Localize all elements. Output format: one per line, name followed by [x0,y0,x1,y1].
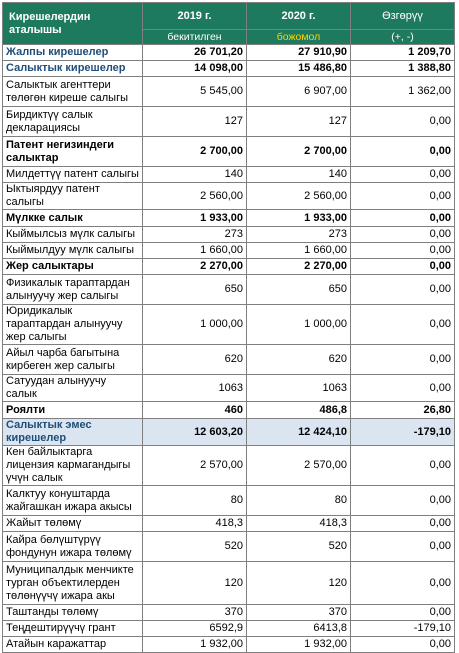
row-label: Кыймылдуу мүлк салыгы [3,243,143,259]
header-sub-approved: бекитилген [143,30,247,45]
value-2020: 1 660,00 [247,243,351,259]
header-change: Өзгөрүү [351,3,455,30]
value-change: 0,00 [351,345,455,375]
table-row [3,77,455,107]
value-change: 0,00 [351,227,455,243]
revenue-table [2,2,455,653]
row-label: Салыктык агенттери төлөгөн киреше салыгы [3,77,143,107]
value-2019: 650 [143,275,247,305]
value-change: 0,00 [351,137,455,167]
row-label: Жалпы кирешелер [3,45,143,61]
value-2020: 1 932,00 [247,637,351,653]
value-2019: 520 [143,532,247,562]
value-2020: 120 [247,562,351,605]
value-change: 0,00 [351,183,455,210]
value-change: 0,00 [351,167,455,183]
header-sub-change: (+, -) [351,30,455,45]
table-row [3,402,455,419]
value-2019: 1 000,00 [143,305,247,345]
value-2020: 2 560,00 [247,183,351,210]
value-2019: 2 270,00 [143,259,247,275]
value-change: 0,00 [351,446,455,486]
value-2019: 1 932,00 [143,637,247,653]
value-2019: 6592,9 [143,621,247,637]
value-change: 1 362,00 [351,77,455,107]
value-change: 0,00 [351,275,455,305]
value-2020: 520 [247,532,351,562]
value-2020: 2 700,00 [247,137,351,167]
value-2020: 1 000,00 [247,305,351,345]
header-sub-forecast: божомол [247,30,351,45]
row-label: Жайыт төлөмү [3,516,143,532]
header-row [3,3,455,30]
table-row [3,61,455,77]
value-2019: 26 701,20 [143,45,247,61]
value-2019: 127 [143,107,247,137]
table-row [3,107,455,137]
value-2019: 1 933,00 [143,210,247,227]
value-2020: 486,8 [247,402,351,419]
value-2019: 2 700,00 [143,137,247,167]
row-label: Айыл чарба багытына кирбеген жер салыгы [3,345,143,375]
value-2019: 1 660,00 [143,243,247,259]
row-label: Милдеттүү патент салыгы [3,167,143,183]
row-label: Кайра бөлүштүрүү фондунун ижара төлөмү [3,532,143,562]
value-2020: 2 270,00 [247,259,351,275]
value-change: 0,00 [351,486,455,516]
value-2020: 6413,8 [247,621,351,637]
value-change: 0,00 [351,532,455,562]
row-label: Физикалык тараптардан алынуучу жер салыгы [3,275,143,305]
value-2019: 5 545,00 [143,77,247,107]
table-row [3,210,455,227]
table-row [3,562,455,605]
value-2020: 127 [247,107,351,137]
value-2019: 2 570,00 [143,446,247,486]
row-label: Роялти [3,402,143,419]
value-change: 0,00 [351,605,455,621]
value-2020: 620 [247,345,351,375]
value-2019: 120 [143,562,247,605]
row-label: Таштанды төлөмү [3,605,143,621]
row-label: Ыктыярдуу патент салыгы [3,183,143,210]
header-year-2019: 2019 г. [143,3,247,30]
value-change: 0,00 [351,375,455,402]
header-year-2020: 2020 г. [247,3,351,30]
row-label: Мүлкке салык [3,210,143,227]
row-label: Муниципалдык менчикте турган объектилерден төлөнүүчү ижара акы [3,562,143,605]
table-row [3,275,455,305]
table-row [3,227,455,243]
value-2020: 370 [247,605,351,621]
header-title: Кирешелердин аталышы [3,3,143,45]
value-2019: 460 [143,402,247,419]
value-2019: 12 603,20 [143,419,247,446]
row-label: Салыктык кирешелер [3,61,143,77]
value-change: 0,00 [351,243,455,259]
value-2020: 15 486,80 [247,61,351,77]
revenue-table-container [2,2,455,653]
row-label: Салыктык эмес кирешелер [3,419,143,446]
table-row [3,605,455,621]
value-change: 0,00 [351,259,455,275]
value-2019: 140 [143,167,247,183]
table-row [3,167,455,183]
table-row [3,446,455,486]
value-2020: 650 [247,275,351,305]
table-row [3,532,455,562]
row-label: Кыймылсыз мүлк салыгы [3,227,143,243]
value-change: 0,00 [351,637,455,653]
value-2019: 14 098,00 [143,61,247,77]
value-2020: 27 910,90 [247,45,351,61]
value-change: 0,00 [351,107,455,137]
table-row [3,516,455,532]
table-row [3,45,455,61]
table-row [3,243,455,259]
row-label: Бирдиктүү салык декларациясы [3,107,143,137]
table-row [3,183,455,210]
value-2020: 6 907,00 [247,77,351,107]
table-row [3,621,455,637]
value-2019: 370 [143,605,247,621]
row-label: Юридикалык тараптардан алынуучу жер салыгы [3,305,143,345]
value-change: -179,10 [351,621,455,637]
value-change: -179,10 [351,419,455,446]
value-change: 0,00 [351,210,455,227]
value-2019: 1063 [143,375,247,402]
table-row [3,637,455,653]
table-row [3,137,455,167]
value-2019: 80 [143,486,247,516]
value-2020: 273 [247,227,351,243]
value-2020: 12 424,10 [247,419,351,446]
value-2020: 1063 [247,375,351,402]
row-label: Сатуудан алынуучу салык [3,375,143,402]
table-row [3,419,455,446]
table-row [3,305,455,345]
value-change: 0,00 [351,305,455,345]
value-2019: 273 [143,227,247,243]
table-row [3,259,455,275]
table-row [3,375,455,402]
value-2019: 2 560,00 [143,183,247,210]
value-2020: 140 [247,167,351,183]
table-row [3,345,455,375]
value-change: 26,80 [351,402,455,419]
value-change: 0,00 [351,516,455,532]
value-2019: 418,3 [143,516,247,532]
table-row [3,486,455,516]
value-2019: 620 [143,345,247,375]
value-change: 0,00 [351,562,455,605]
row-label: Жер салыктары [3,259,143,275]
value-change: 1 209,70 [351,45,455,61]
value-2020: 80 [247,486,351,516]
value-2020: 2 570,00 [247,446,351,486]
row-label: Атайын каражаттар [3,637,143,653]
row-label: Теңдештирүүчү грант [3,621,143,637]
row-label: Патент негизиндеги салыктар [3,137,143,167]
value-2020: 418,3 [247,516,351,532]
row-label: Кен байлыктарга лицензия кармагандыгы үчүн салык [3,446,143,486]
value-2020: 1 933,00 [247,210,351,227]
row-label: Калктуу конуштарда жайгашкан ижара акысы [3,486,143,516]
value-change: 1 388,80 [351,61,455,77]
